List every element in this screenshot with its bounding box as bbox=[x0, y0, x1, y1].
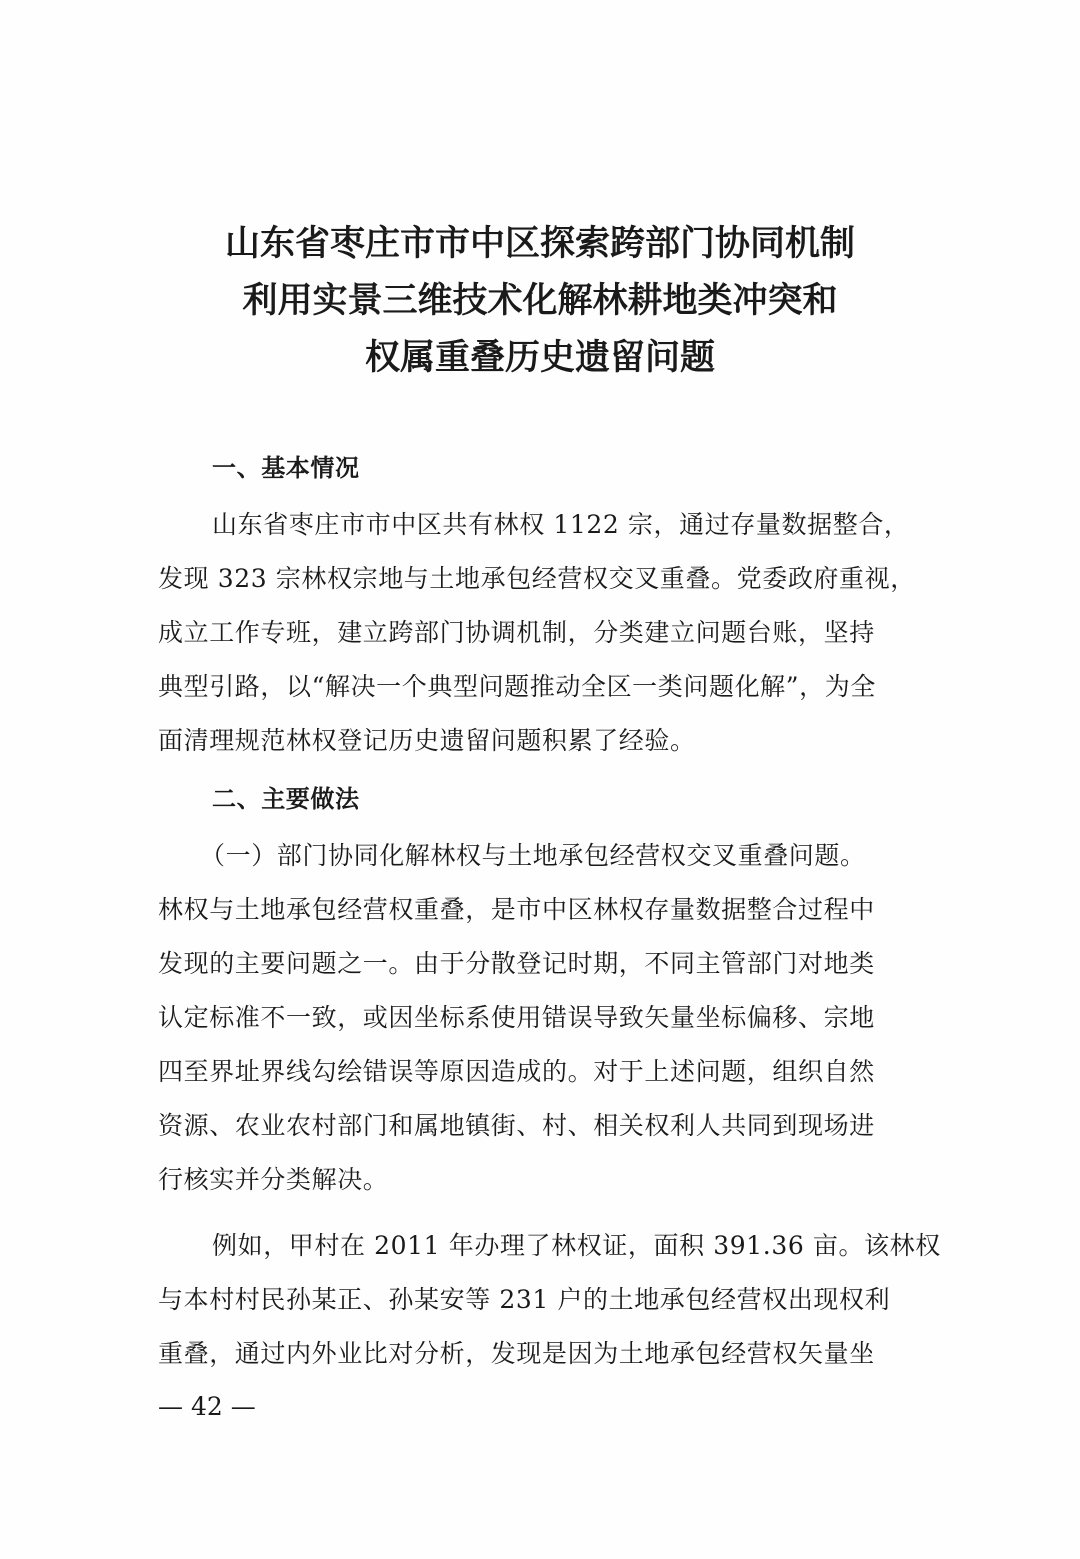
title-line-1: 山东省枣庄市市中区探索跨部门协同机制 bbox=[224, 223, 855, 264]
section-2-para-1-line-2: 林权与土地承包经营权重叠，是市中区林权存量数据整合过程中 bbox=[158, 895, 875, 924]
section-2-para-2-line-1: 例如，甲村在 2011 年办理了林权证，面积 391.36 亩。该林权 bbox=[212, 1231, 941, 1260]
section-1-line-1: 山东省枣庄市市中区共有林权 1122 宗，通过存量数据整合， bbox=[212, 510, 910, 539]
section-1-line-2: 发现 323 宗林权宗地与土地承包经营权交叉重叠。党委政府重视， bbox=[158, 564, 916, 593]
section-2-para-1-line-3: 发现的主要问题之一。由于分散登记时期，不同主管部门对地类 bbox=[158, 949, 875, 978]
section-2-para-1-line-1: （一）部门协同化解林权与土地承包经营权交叉重叠问题。 bbox=[200, 841, 866, 870]
section-2-heading: 二、主要做法 bbox=[212, 785, 360, 813]
section-1-line-3: 成立工作专班，建立跨部门协调机制，分类建立问题台账，坚持 bbox=[158, 618, 875, 647]
title-line-3: 权属重叠历史遗留问题 bbox=[364, 337, 715, 378]
section-2-para-1-line-6: 资源、农业农村部门和属地镇街、村、相关权利人共同到现场进 bbox=[158, 1111, 875, 1140]
document-title bbox=[140, 215, 940, 386]
section-1-heading: 一、基本情况 bbox=[212, 454, 360, 482]
title-line-2: 利用实景三维技术化解林耕地类冲突和 bbox=[242, 280, 838, 321]
section-2-para-2-line-3: 重叠，通过内外业比对分析，发现是因为土地承包经营权矢量坐 bbox=[158, 1339, 875, 1368]
page-number: — 42 — bbox=[158, 1392, 256, 1421]
section-1-line-4: 典型引路，以“解决一个典型问题推动全区一类问题化解”，为全 bbox=[158, 672, 876, 701]
section-2-para-1-line-7: 行核实并分类解决。 bbox=[158, 1165, 389, 1194]
section-1-line-5: 面清理规范林权登记历史遗留问题积累了经验。 bbox=[158, 726, 696, 755]
section-2-para-2-line-2: 与本村村民孙某正、孙某安等 231 户的土地承包经营权出现权利 bbox=[158, 1285, 891, 1314]
section-2-para-1-line-4: 认定标准不一致，或因坐标系使用错误导致矢量坐标偏移、宗地 bbox=[158, 1003, 875, 1032]
section-2-para-1-line-5: 四至界址界线勾绘错误等原因造成的。对于上述问题，组织自然 bbox=[158, 1057, 875, 1086]
